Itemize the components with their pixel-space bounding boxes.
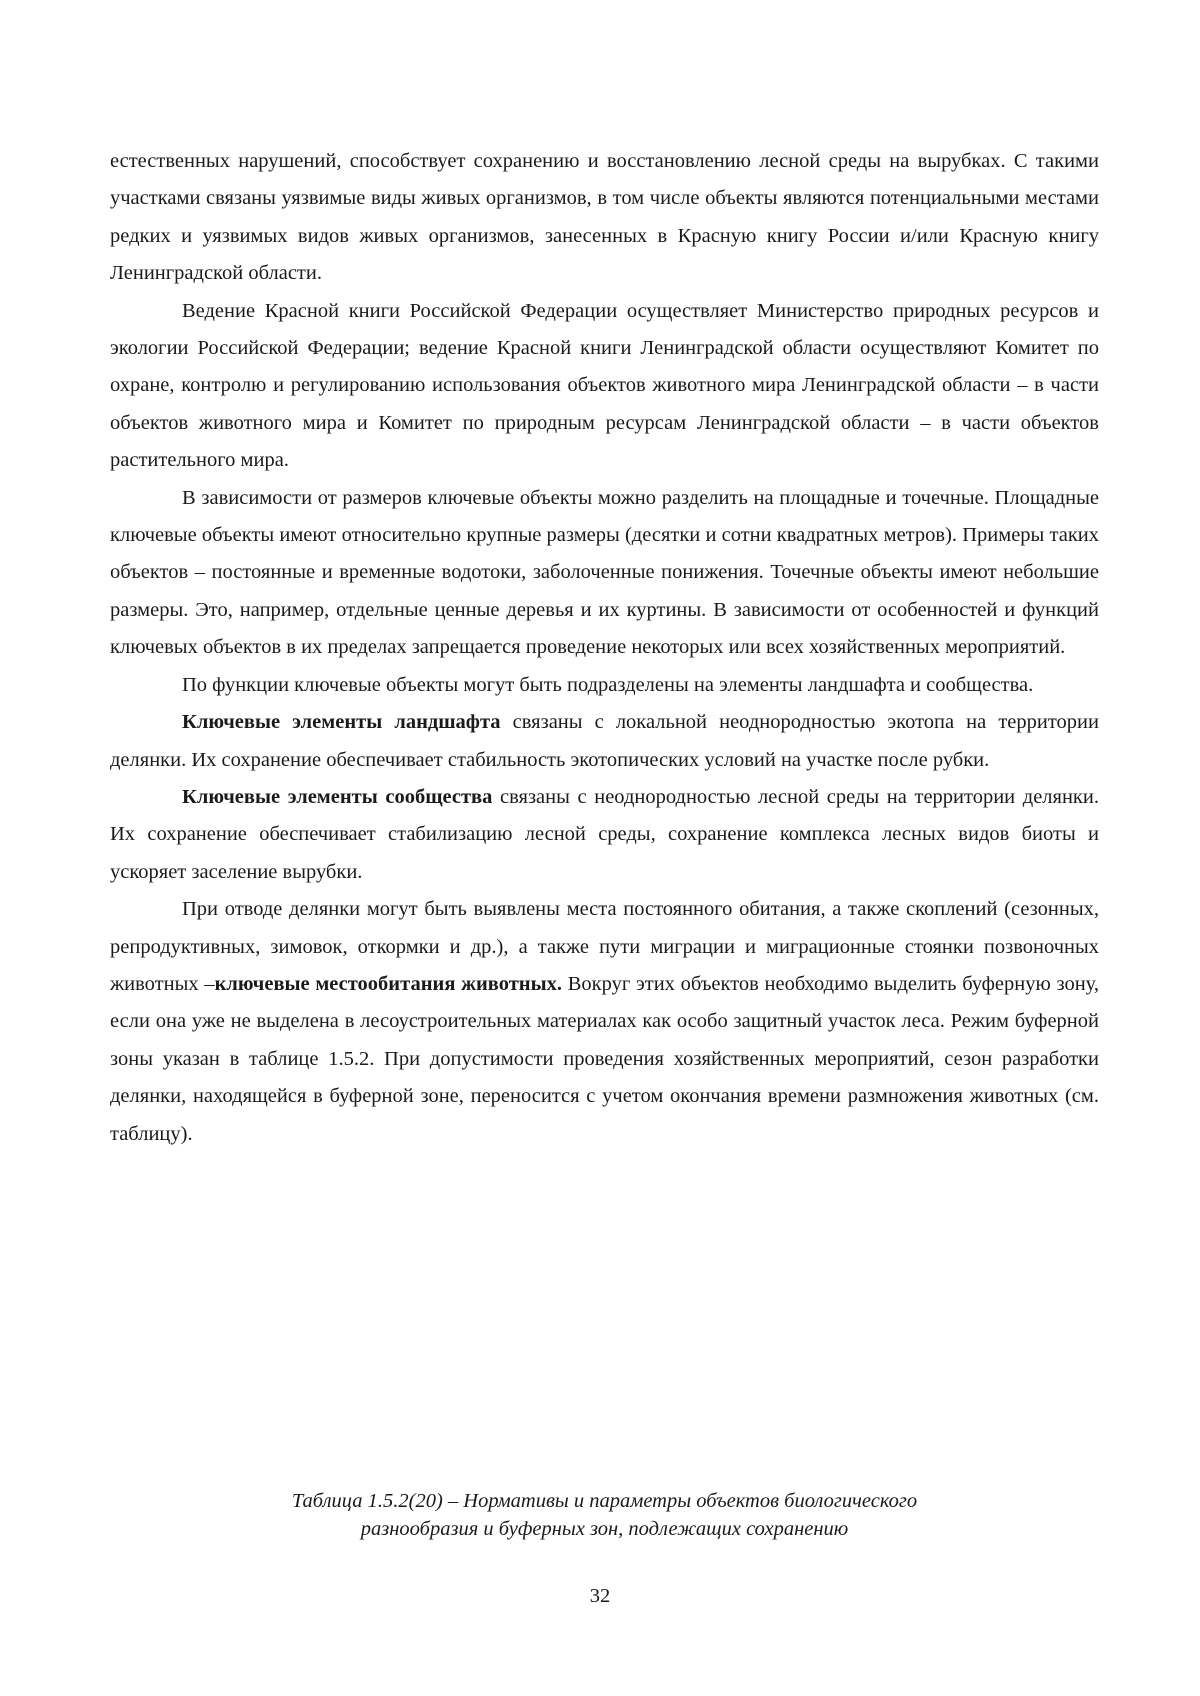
table-caption-line-2: разнообразия и буферных зон, подлежащих сохранению — [360, 1518, 849, 1540]
paragraph-1: естественных нарушений, способствует сохранению и восстановлению лесной среды на вырубках. С такими участками связаны уязвимые виды живых организмов, в том числе объекты являются потенциальными местами редких и уязвимых видов живых организмов, занесенных в Красную книгу России и/или Красную книгу Ленинградской области. — [110, 150, 1099, 285]
key-term-habitats: ключевые местообитания животных. — [214, 972, 562, 995]
paragraph-6: Ключевые элементы сообщества связаны с неоднородностью лесной среды на территории делянки. Их сохранение обеспечивает стабилизацию лесной среды, сохранение комплекса лесных видов биоты и ускоряет заселение вырубки. — [110, 785, 1099, 883]
body-text — [110, 143, 1099, 1153]
key-term-landscape: Ключевые элементы ландшафта — [182, 711, 501, 734]
paragraph-2: Ведение Красной книги Российской Федерации осуществляет Министерство природных ресурсов и экологии Российской Федерации; ведение Красной книги Ленинградской области осуществляют Комитет по охране, контролю и регулированию использования объектов животного мира Ленинградской области – в части объектов животного мира и Комитет по природным ресурсам Ленинградской области – в части объектов растительного мира. — [110, 299, 1099, 472]
paragraph-3: В зависимости от размеров ключевые объекты можно разделить на площадные и точечные. Площадные ключевые объекты имеют относительно крупные размеры (десятки и сотни квадратных метров). Примеры таких объектов – постоянные и временные водотоки, заболоченные понижения. Точечные объекты имеют небольшие размеры. Это, например, отдельные ценные деревья и их куртины. В зависимости от особенностей и функций ключевых объектов в их пределах запрещается проведение некоторых или всех хозяйственных мероприятий. — [110, 486, 1099, 659]
paragraph-4: По функции ключевые объекты могут быть подразделены на элементы ландшафта и сообщества. — [182, 673, 1034, 696]
table-caption — [110, 1487, 1099, 1543]
page-number: 32 — [589, 1585, 611, 1607]
key-term-community: Ключевые элементы сообщества — [182, 785, 493, 808]
paragraph-5: Ключевые элементы ландшафта связаны с локальной неоднородностью экотопа на территории делянки. Их сохранение обеспечивает стабильность экотопических условий на участке после рубки. — [110, 711, 1099, 771]
paragraph-7: При отводе делянки могут быть выявлены места постоянного обитания, а также скоплений (сезонных, репродуктивных, зимовок, откормки и др.), а также пути миграции и миграционные стоянки позвоночных животных –ключевые местообитания животных. Вокруг этих объектов необходимо выделить буферную зону, если она уже не выделена в лесоустроительных материалах как особо защитный участок леса. Режим буферной зоны указан в таблице 1.5.2. При допустимости проведения хозяйственных мероприятий, сезон разработки делянки, находящейся в буферной зоне, переносится с учетом окончания времени размножения животных (см. таблицу). — [110, 898, 1100, 1145]
table-caption-line-1: Таблица 1.5.2(20) – Нормативы и параметры объектов биологического — [291, 1490, 918, 1512]
